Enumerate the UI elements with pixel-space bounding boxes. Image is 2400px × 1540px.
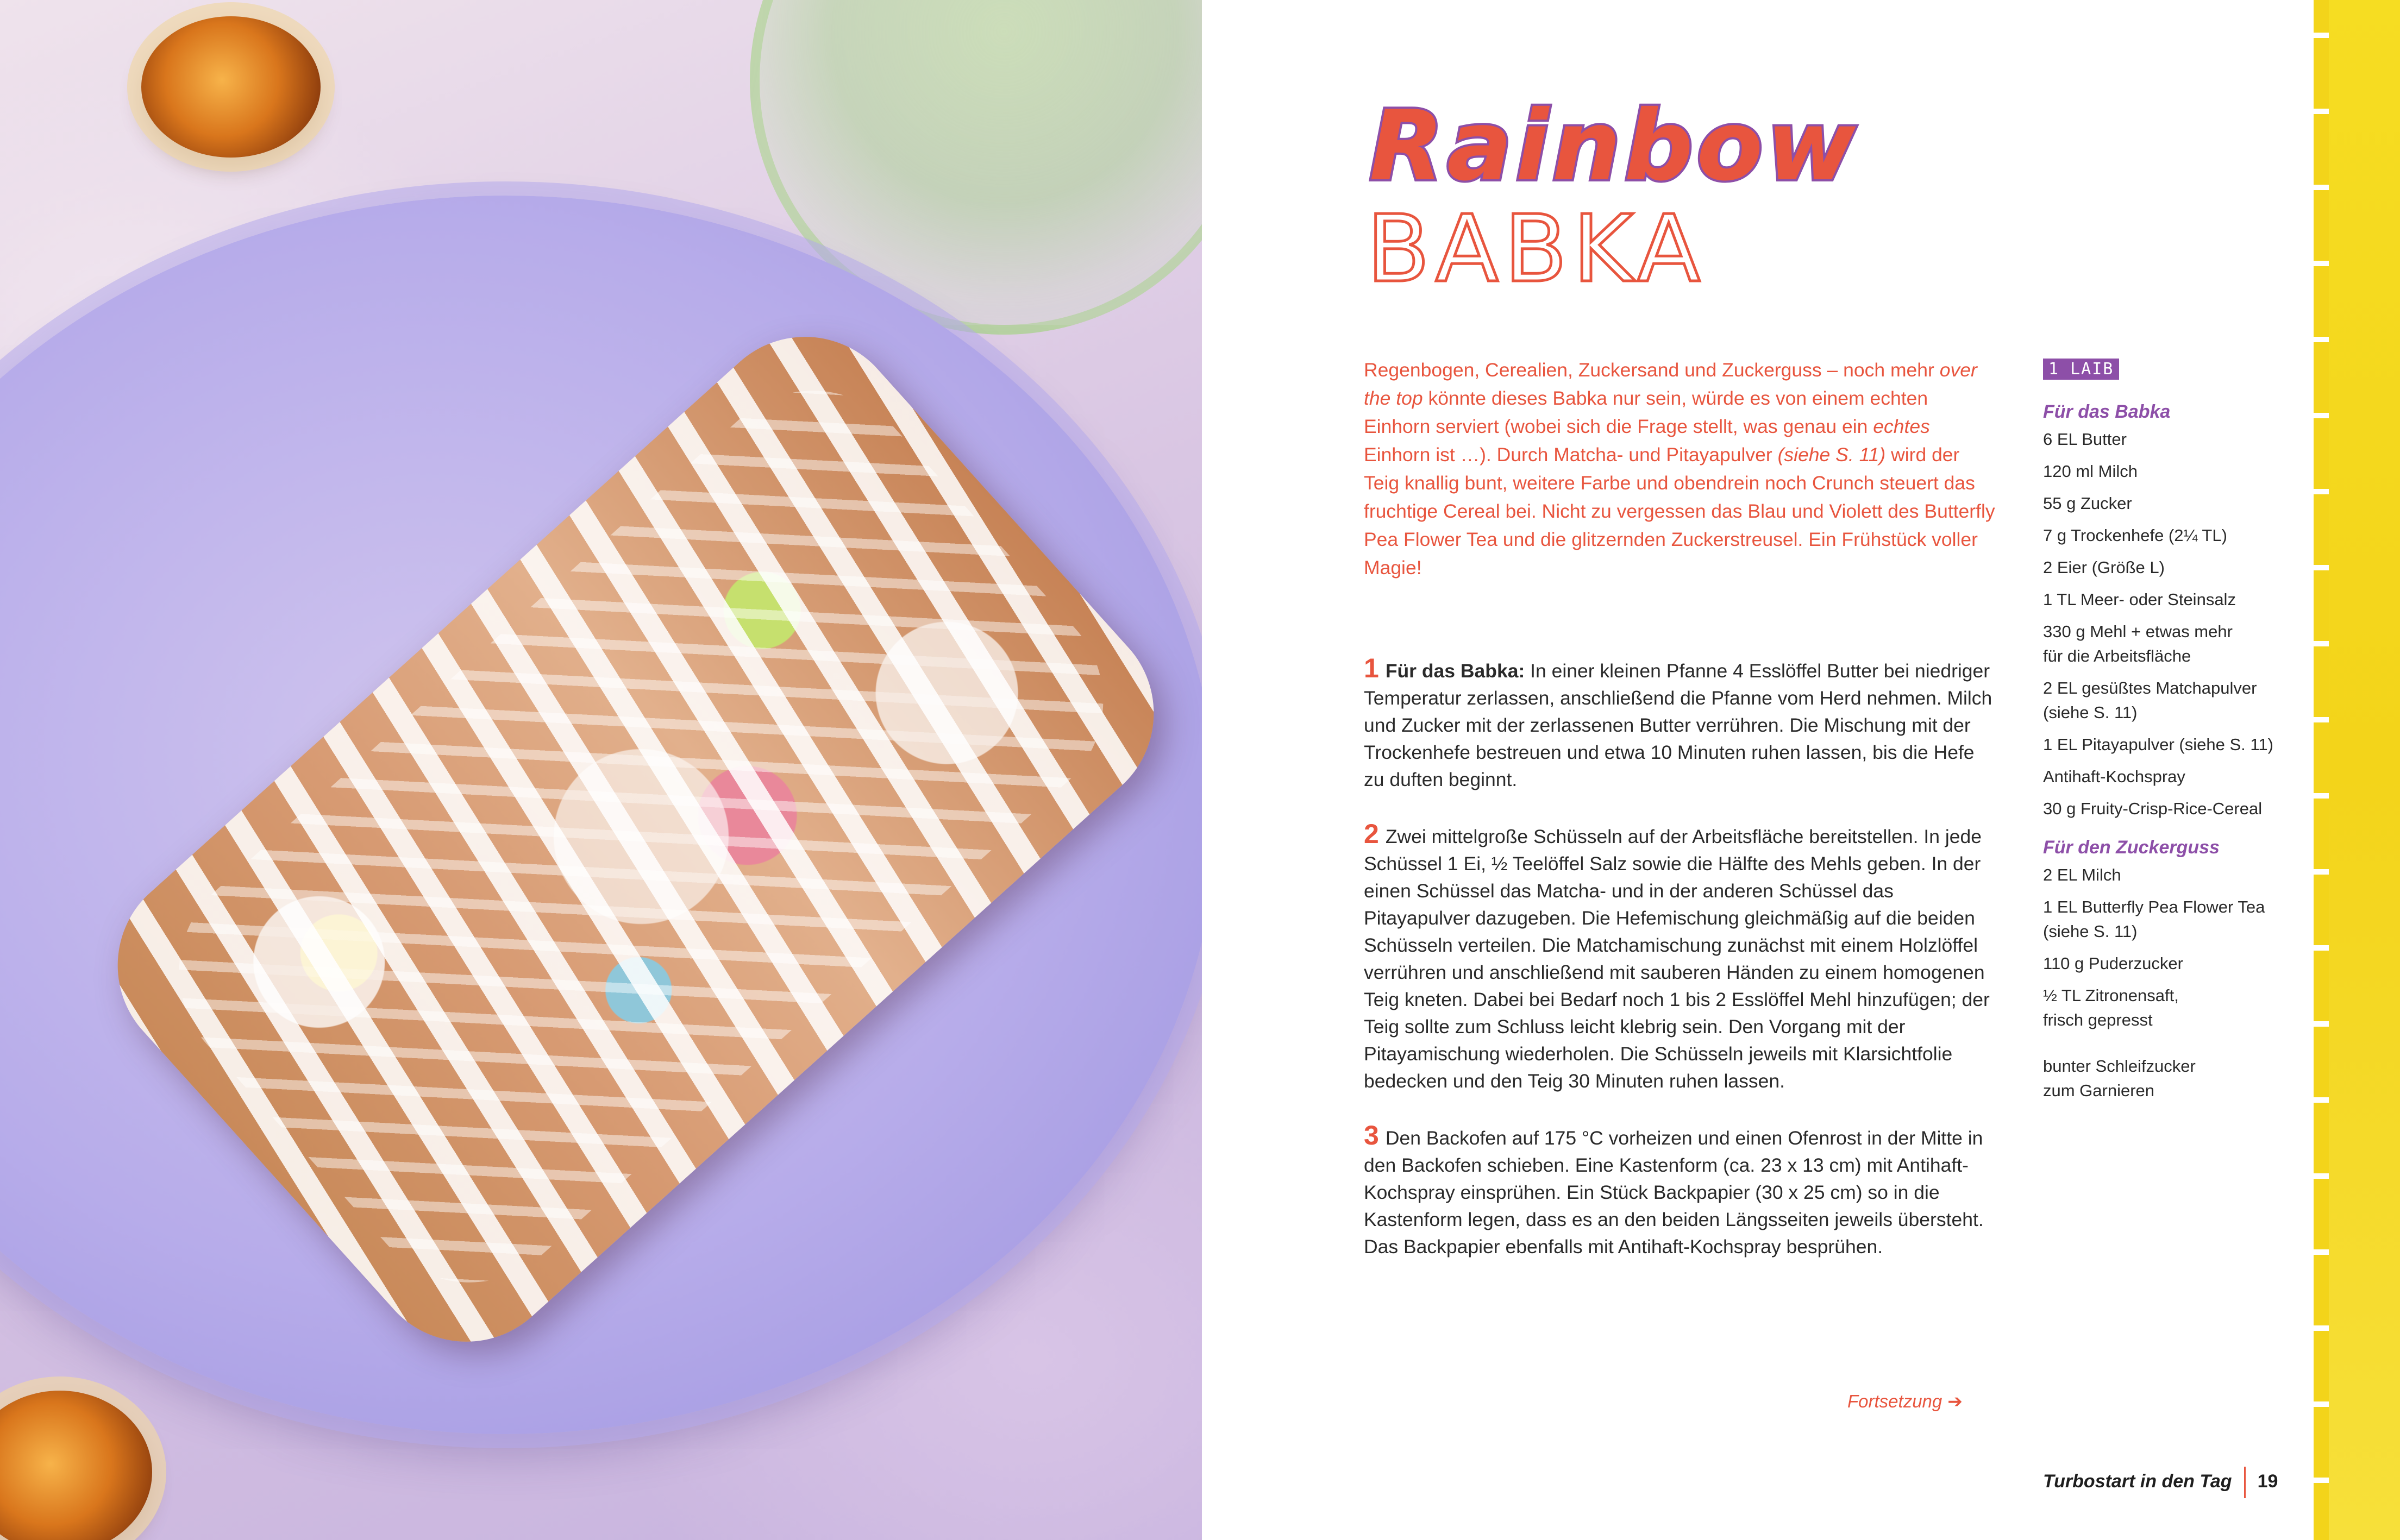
- ingredient-text: 2 EL Milch: [2043, 865, 2121, 884]
- step-number: 3: [1364, 1120, 1379, 1151]
- ingredient-list-babka: [2043, 427, 2298, 821]
- intro-emphasis-2: echtes: [1873, 416, 1930, 437]
- right-arrow-icon: ➔: [1947, 1391, 1963, 1411]
- intro-text-3: Einhorn ist …). Durch Matcha- und Pitayapulver: [1364, 444, 1778, 466]
- title-rainbow: Rainbow: [1369, 90, 1859, 202]
- ingredient-text: 2 EL gesüßtes Matchapulver: [2043, 678, 2257, 697]
- step-number: 2: [1364, 819, 1379, 849]
- ingredient-heading-icing: Für den Zuckerguss: [2043, 837, 2220, 858]
- recipe-intro: [1364, 356, 2000, 582]
- ingredients-column: [2043, 359, 2298, 1103]
- ingredient-text: Antihaft-Kochspray: [2043, 767, 2185, 786]
- yield-badge: 1 LAIB: [2043, 359, 2119, 380]
- footer-divider: [2244, 1467, 2246, 1498]
- ingredient-text: 1 EL Butterfly Pea Flower Tea: [2043, 897, 2265, 916]
- ingredient-item: [2043, 619, 2298, 668]
- page-number: 19: [2257, 1470, 2278, 1492]
- ingredient-item: [2043, 895, 2298, 944]
- amber-glass-top: [141, 16, 321, 158]
- step-1: [1364, 655, 2000, 793]
- ingredient-item: [2043, 951, 2298, 976]
- garnish-note: [2043, 1054, 2298, 1103]
- ingredient-item: [2043, 732, 2298, 757]
- ingredient-item: [2043, 587, 2298, 612]
- continue-label: Fortsetzung: [1847, 1391, 1942, 1411]
- intro-text-4: wird der Teig knallig bunt, weitere Farbe und obendrein noch Crunch steuert das fruchtige Cereal bei. Nicht zu vergessen das Blau und Violett des Butterfly Pea Flower Tea und die glitzernden Zuckerstreusel. Ein Frühstück voller Magie!: [1364, 444, 1995, 579]
- ingredient-text: 330 g Mehl + etwas mehr: [2043, 622, 2233, 641]
- ingredient-text: 1 EL Pitayapulver (siehe S. 11): [2043, 735, 2273, 754]
- ingredient-item: [2043, 764, 2298, 789]
- ingredient-text: 7 g Trockenhefe (2¼ TL): [2043, 526, 2227, 545]
- step-text: Den Backofen auf 175 °C vorheizen und einen Ofenrost in der Mitte in den Backofen schieben. Eine Kastenform (ca. 23 x 13 cm) mit Antihaft-Kochspray einsprühen. Ein Stück Backpapier (30 x 25 cm) so in die Kastenform legen, dass es an den beiden Längsseiten jeweils übersteht. Das Backpapier ebenfalls mit Antihaft-Kochspray besprühen.: [1364, 1127, 1984, 1258]
- ingredient-item: [2043, 983, 2298, 1032]
- intro-text-2: könnte dieses Babka nur sein, würde es von einem echten Einhorn serviert (wobei sich die Frage stellt, was genau ein: [1364, 387, 1928, 437]
- step-2: [1364, 820, 2000, 1095]
- title-babka: BABKA: [1367, 196, 1706, 303]
- garnish-text: zum Garnieren: [2043, 1081, 2155, 1100]
- yellow-page-edge: [2321, 0, 2400, 1540]
- ingredient-text: 30 g Fruity-Crisp-Rice-Cereal: [2043, 799, 2263, 818]
- ingredient-text: 110 g Puderzucker: [2043, 954, 2183, 973]
- ingredient-item: [2043, 491, 2298, 516]
- garnish-text: bunter Schleifzucker: [2043, 1057, 2196, 1076]
- ingredient-text: frisch gepresst: [2043, 1010, 2153, 1029]
- continue-link[interactable]: [1847, 1391, 1963, 1412]
- step-text: In einer kleinen Pfanne 4 Esslöffel Butter bei niedriger Temperatur zerlassen, anschließend die Pfanne vom Herd nehmen. Milch und Zucker mit der zerlassenen Butter verrühren. Die Mischung mit der Trockenhefe bestreuen und etwa 10 Minuten ruhen lassen, bis die Hefe zu duften beginnt.: [1364, 660, 1992, 790]
- recipe-steps: [1364, 655, 2000, 1287]
- step-text: Zwei mittelgroße Schüsseln auf der Arbeitsfläche bereitstellen. In jede Schüssel 1 Ei, ½ Teelöffel Salz sowie die Hälfte des Mehls geben. In der einen Schüssel das Matcha- und in der anderen Schüssel das Pitayapulver dazugeben. Die Hefemischung gleichmäßig auf die beiden Schüsseln verteilen. Die Matchamischung zunächst mit einem Holzlöffel verrühren und anschließend mit sauberen Händen zu einem homogenen Teig kneten. Dabei bei Bedarf noch 1 bis 2 Esslöffel Mehl hinzufügen; der Teig sollte zum Schluss leicht klebrig sein. Den Vorgang mit der Pitayamischung wiederholen. Die Schüsseln jeweils mit Klarsichtfolie bedecken und den Teig 30 Minuten ruhen lassen.: [1364, 826, 1990, 1092]
- amber-glass-bottom: [0, 1391, 152, 1540]
- intro-text-1: Regenbogen, Cerealien, Zuckersand und Zuckerguss – noch mehr: [1364, 359, 1940, 381]
- intro-reference: (siehe S. 11): [1777, 444, 1886, 466]
- ingredient-text: 2 Eier (Größe L): [2043, 558, 2165, 577]
- ingredient-item: [2043, 796, 2298, 821]
- ingredient-text: für die Arbeitsfläche: [2043, 646, 2191, 665]
- page-footer: [2043, 1467, 2304, 1498]
- ingredient-text: 120 ml Milch: [2043, 462, 2138, 481]
- ingredient-text: (siehe S. 11): [2043, 703, 2138, 722]
- ingredient-text: ½ TL Zitronensaft,: [2043, 986, 2179, 1005]
- step-number: 1: [1364, 653, 1379, 683]
- ingredient-item: [2043, 863, 2298, 887]
- ingredient-text: 55 g Zucker: [2043, 494, 2132, 513]
- step-label: Für das Babka:: [1385, 660, 1525, 682]
- ingredient-text: 1 TL Meer- oder Steinsalz: [2043, 590, 2236, 609]
- ingredient-list-icing: [2043, 863, 2298, 1032]
- ingredient-item: [2043, 427, 2298, 451]
- ingredient-item: [2043, 459, 2298, 483]
- intro-emphasis-1: over the top: [1364, 359, 1977, 409]
- step-3: [1364, 1122, 2000, 1260]
- footer-section-title: Turbostart in den Tag: [2043, 1470, 2232, 1492]
- ingredient-text: 6 EL Butter: [2043, 430, 2127, 449]
- ingredient-item: [2043, 676, 2298, 725]
- ingredient-item: [2043, 555, 2298, 580]
- ingredient-text: (siehe S. 11): [2043, 922, 2138, 941]
- ingredient-heading-babka: Für das Babka: [2043, 401, 2171, 422]
- ingredient-item: [2043, 523, 2298, 548]
